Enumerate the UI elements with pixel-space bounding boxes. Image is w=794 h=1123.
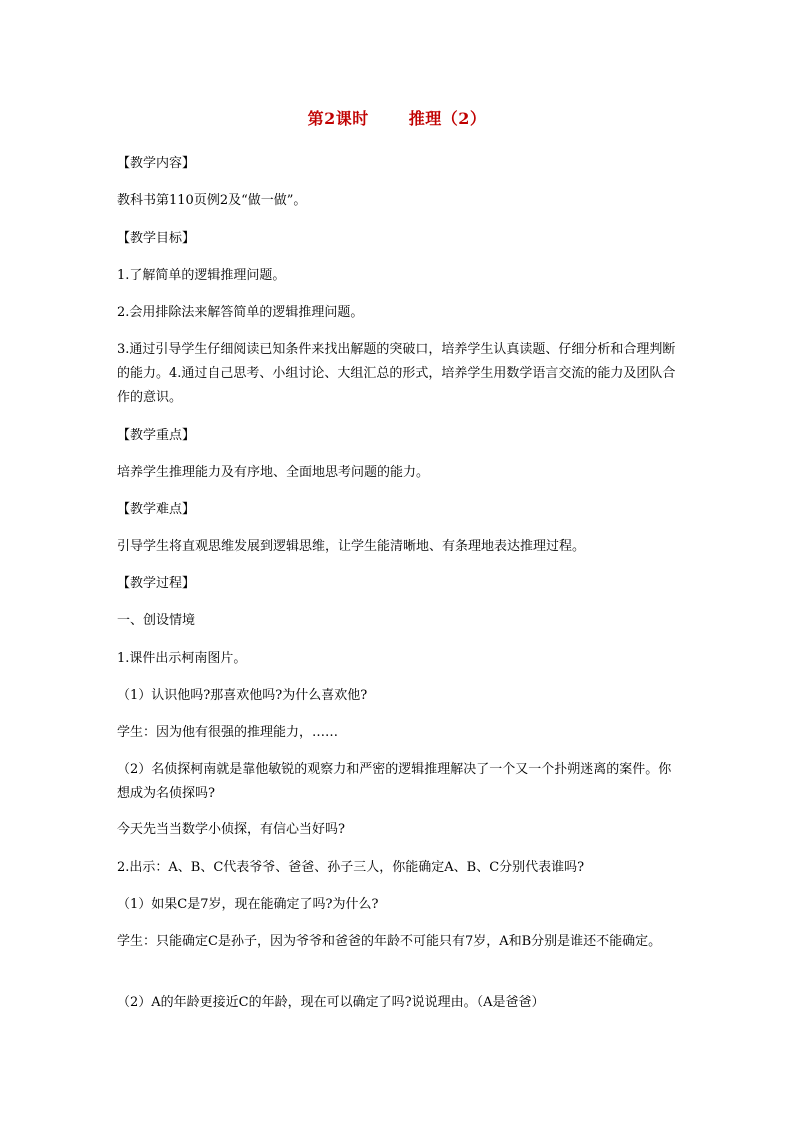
lesson-topic: 推理（2）	[408, 109, 487, 128]
lesson-title	[0, 106, 794, 129]
heading-teaching-content: 【教学内容】	[117, 156, 196, 171]
paragraph-key-points: 培养学生推理能力及有序地、全面地思考问题的能力。	[117, 465, 430, 480]
heading-teaching-process: 【教学过程】	[117, 576, 196, 591]
student-answer-1: 学生：因为他有很强的推理能力，……	[117, 725, 339, 740]
heading-teaching-goals: 【教学目标】	[117, 231, 196, 246]
paragraph-goal-2: 2.会用排除法来解答简单的逻辑推理问题。	[117, 305, 364, 320]
student-answer-2: 学生：只能确定C是孙子，因为爷爷和爸爸的年龄不可能只有7岁，A和B分别是谁还不能确定。	[117, 934, 662, 949]
paragraph-difficulties: 引导学生将直观思维发展到逻辑思维，让学生能清晰地、有条理地表达推理过程。	[117, 539, 586, 554]
paragraph-confidence: 今天先当当数学小侦探，有信心当好吗?	[117, 822, 345, 837]
step-1: 1.课件出示柯南图片。	[117, 651, 247, 666]
question-3: （1）如果C是7岁，现在能确定了吗?为什么?	[117, 897, 379, 912]
step-2: 2.出示：A、B、C代表爷爷、爸爸、孙子三人，你能确定A、B、C分别代表谁吗?	[117, 860, 585, 875]
heading-difficulties: 【教学难点】	[117, 502, 196, 517]
paragraph-goal-3-4: 3.通过引导学生仔细阅读已知条件来找出解题的突破口，培养学生认真读题、仔细分析和合理判断的能力。4.通过自己思考、小组讨论、大组汇总的形式，培养学生用数学语言交流的能力及团队合作的意识。	[117, 342, 676, 405]
paragraph-goal-1: 1.了解简单的逻辑推理问题。	[117, 268, 286, 283]
paragraph-content: 教科书第110页例2及“做一做”。	[117, 193, 307, 208]
question-2: （2）名侦探柯南就是靠他敏锐的观察力和严密的逻辑推理解决了一个又一个扑朔迷离的案件。你想成为名侦探吗?	[117, 762, 672, 801]
question-4: （2）A的年龄更接近C的年龄，现在可以确定了吗?说说理由。（A是爸爸）	[117, 995, 545, 1010]
section-create-scenario: 一、创设情境	[117, 613, 196, 628]
heading-key-points: 【教学重点】	[117, 428, 196, 443]
question-1: （1）认识他吗?那喜欢他吗?为什么喜欢他?	[117, 688, 368, 703]
lesson-number: 第2课时	[307, 109, 369, 128]
